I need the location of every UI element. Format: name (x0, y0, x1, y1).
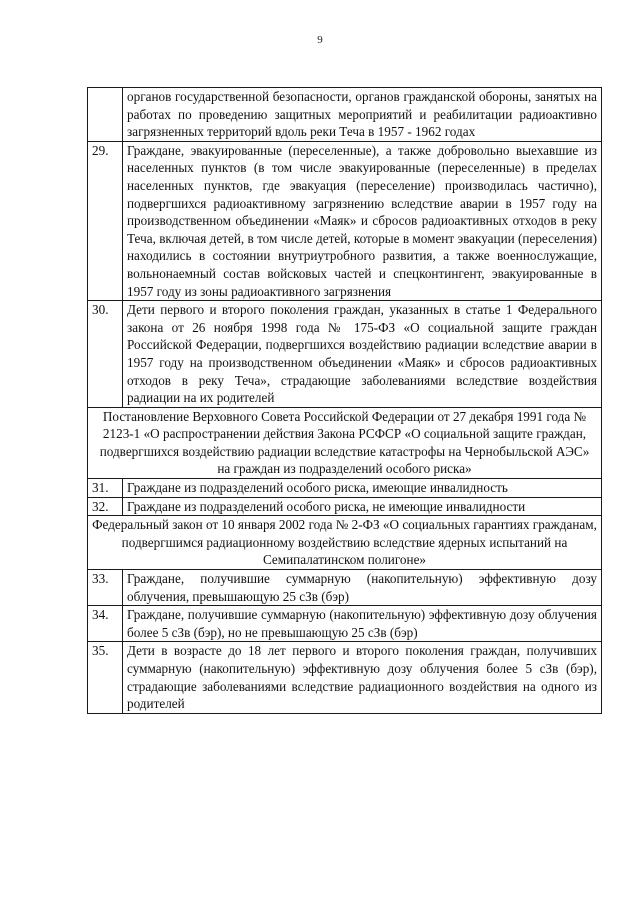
table-row (88, 141, 602, 300)
section-header-row (88, 516, 602, 570)
table-row (88, 642, 602, 713)
page-number: 9 (317, 34, 323, 46)
row-number: 35. (88, 642, 123, 713)
section-header: Федеральный закон от 10 января 2002 года № 2-ФЗ «О социальных гарантиях гражданам, подвергшимся радиационному воздействию вследствие ядерных испытаний на Семипалатинском полигоне» (88, 516, 602, 570)
table-row (88, 606, 602, 642)
row-text: Граждане, получившие суммарную (накопительную) эффективную дозу облучения более 5 сЗв (бэр), но не превышающую 25 сЗв (бэр) (123, 606, 602, 642)
table-row (88, 88, 602, 142)
row-text: Дети первого и второго поколения граждан, указанных в статье 1 Федерального закона от 26 ноября 1998 года № 175-ФЗ «О социальной защите граждан Российской Федерации, подвергшихся воздействию радиации вследствие аварии в 1957 году на производственном объединении «Маяк» и сбросов радиоактивных отходов в реку Теча», страдающие заболеваниями вследствие воздействия радиации на их родителей (123, 301, 602, 408)
row-text: Граждане из подразделений особого риска, не имеющие инвалидности (123, 497, 602, 516)
row-number: 29. (88, 141, 123, 300)
row-number: 33. (88, 570, 123, 606)
row-text: Граждане, эвакуированные (переселенные), а также добровольно выехавшие из населенных пунктов (в том числе эвакуированные (переселенные) в пределах населенных пунктов, где эвакуация (переселение) производилась частично), подвергшихся радиоактивному загрязнению вследствие аварии в 1957 году на производственном объединении «Маяк» и сбросов радиоактивных отходов в реку Теча, включая детей, в том числе детей, которые в момент эвакуации (переселения) находились в состоянии внутриутробного развития, а также военнослужащие, вольнонаемный состав войсковых частей и спецконтингент, эвакуированные в 1957 году из зоны радиоактивного загрязнения (123, 141, 602, 300)
row-text: Граждане из подразделений особого риска, имеющие инвалидность (123, 479, 602, 498)
table-row (88, 301, 602, 408)
beneficiary-categories-table (87, 87, 602, 714)
row-number: 34. (88, 606, 123, 642)
table-row (88, 570, 602, 606)
table-row (88, 479, 602, 498)
section-header: Постановление Верховного Совета Российской Федерации от 27 декабря 1991 года № 2123-1 «О распространении действия Закона РСФСР «О социальной защите граждан, подвергшихся воздействию радиации вследствие катастрофы на Чернобыльской АЭС» на граждан из подразделений особого риска» (88, 407, 602, 478)
section-header-row (88, 407, 602, 478)
row-text: Дети в возрасте до 18 лет первого и второго поколения граждан, получивших суммарную (накопительную) эффективную дозу облучения более 5 сЗв (бэр), страдающие заболеваниями вследствие радиационного воздействия на одного из родителей (123, 642, 602, 713)
row-text: Граждане, получившие суммарную (накопительную) эффективную дозу облучения, превышающую 25 сЗв (бэр) (123, 570, 602, 606)
row-number: 32. (88, 497, 123, 516)
row-text: органов государственной безопасности, органов гражданской обороны, занятых на работах по проведению защитных мероприятий и реабилитации радиоактивно загрязненных территорий вдоль реки Теча в 1957 - 1962 годах (123, 88, 602, 142)
row-number (88, 88, 123, 142)
table-row (88, 497, 602, 516)
row-number: 31. (88, 479, 123, 498)
row-number: 30. (88, 301, 123, 408)
